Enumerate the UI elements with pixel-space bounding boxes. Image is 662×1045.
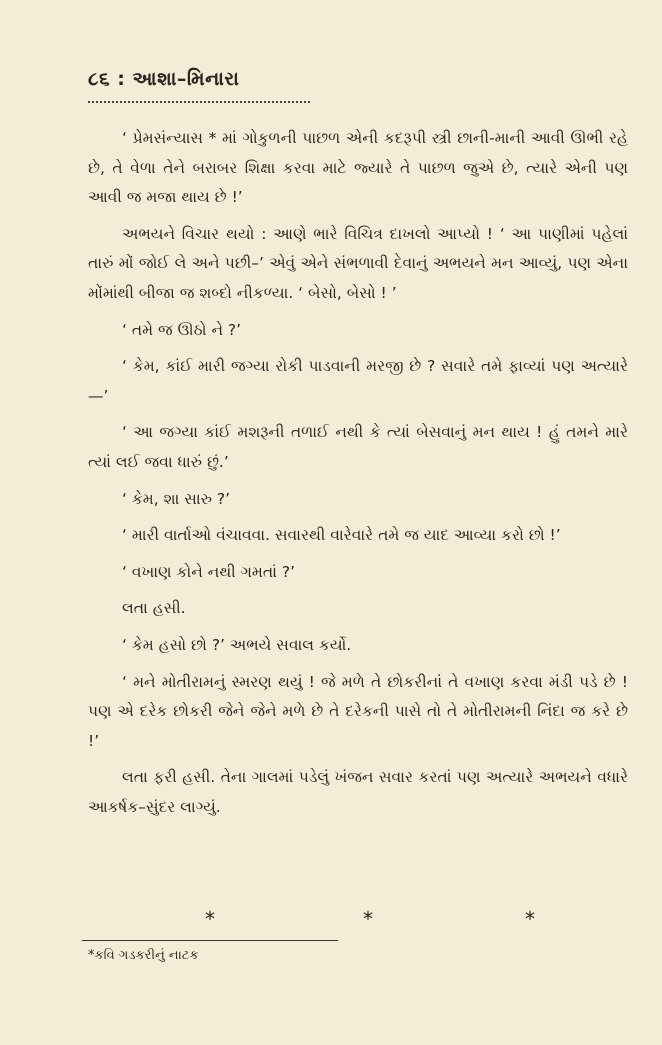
paragraph: ‘ કેમ હસો છો ?’ અભયે સવાલ કર્યો. [122,635,352,654]
section-break-star: * [205,907,215,931]
paragraph: ‘ વખાણ કોને નથી ગમતાં ?’ [122,562,295,581]
paragraph: ‘ કેમ, કાંઈ મારી જગ્યા રોકી પાડવાની મરજી છે ? સવારે તમે ફાવ્યાં પણ અત્યારે—’ [88,357,628,405]
paragraph: ‘ મને મોતીરામનું સ્મરણ થયું ! જે મળે તે છોકરીનાં તે વખાણ કરવા મંડી પડે છે ! પણ એ દરેક છોકરી જેને જેને મળે છે તે દરેકની પાસે તો તે મોતીરામની નિંદા જ કરે છે !’ [88,672,628,750]
footnote-rule [82,940,338,941]
section-break-star: * [525,907,535,931]
footnote: *કવિ ગડકરીનું નાટક [88,948,199,963]
paragraph: ‘ પ્રેમસંન્યાસ * માં ગોકુળની પાછળ એની કદરૂપી સ્ત્રી છાની-માની આવી ઊભી રહે છે, તે વેળા તેને બરાબર શિક્ષા કરવા માટે જ્યારે તે પાછળ જુએ છે, ત્યારે એની પણ આવી જ મજા થાય છે !’ [88,129,628,207]
running-header: ૮૬ : આશા–મિનારા [88,68,240,90]
paragraph: લતા હસી. [122,599,186,618]
paragraph: ‘ આ જગ્યા કાંઈ મશરૂની તળાઈ નથી કે ત્યાં બેસવાનું મન થાય ! હું તમને મારે ત્યાં લઈ જવા ધારું છું.’ [88,423,628,471]
paragraph: ‘ તમે જ ઊઠો ને ?’ [122,320,242,339]
section-break-star: * [363,907,373,931]
paragraph: અભયને વિચાર થયો : આણે ભારે વિચિત્ર દાખલો આપ્યો ! ‘ આ પાણીમાં પહેલાં તારું મોં જોઈ લે અને પછી–’ એવું એને સંભળાવી દેવાનું અભયને મન આવ્યું, પણ એના મોંમાંથી બીજા જ શબ્દો નીકળ્યા. ‘ બેસો, બેસો ! ’ [88,224,628,302]
header-underline [88,101,310,103]
paragraph: ‘ મારી વાર્તાઓ વંચાવવા. સવારથી વારેવારે તમે જ યાદ આવ્યા કરો છો !’ [122,526,561,545]
page-body [88,124,628,829]
paragraph: લતા ફરી હસી. તેના ગાલમાં પડેલું ખંજન સવાર કરતાં પણ અત્યારે અભયને વધારે આકર્ષક–સુંદર લાગ્યું. [88,768,628,816]
section-break [88,907,628,931]
paragraph: ‘ કેમ, શા સારુ ?’ [122,489,231,508]
